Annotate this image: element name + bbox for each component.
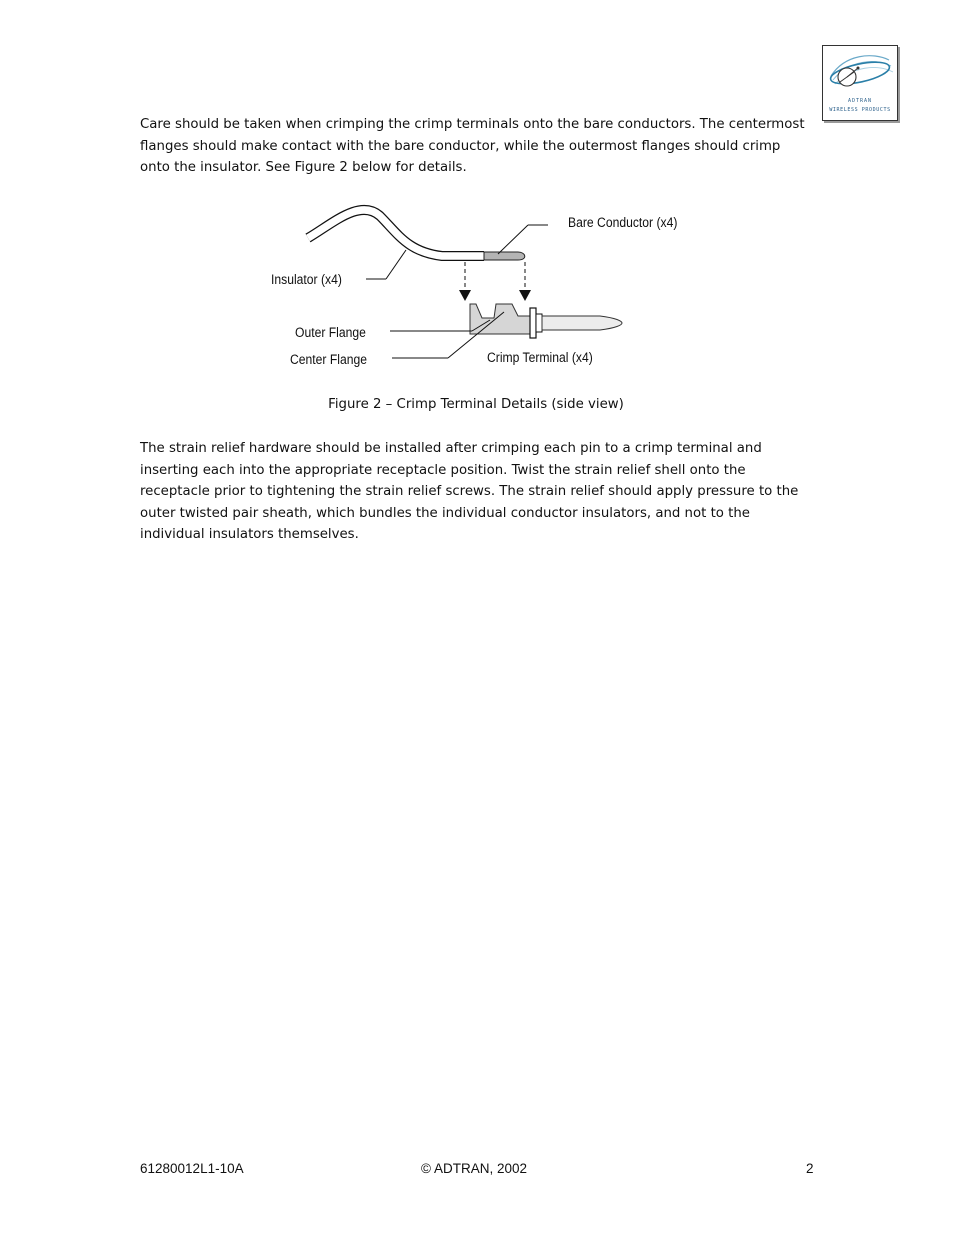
footer-page-number: 2 <box>806 1161 814 1176</box>
bare-conductor-label: Bare Conductor (x4) <box>568 215 678 230</box>
outer-flange-label: Outer Flange <box>295 325 366 340</box>
strain-relief-paragraph: The strain relief hardware should be installed after crimping each pin to a crimp terminal and inserting each into the appropriate receptacle position. Twist the strain relief shell onto the receptacle prior to tightening the strain relief screws. The strain relief should apply pressure to the outer twisted pair sheath, which bundles the individual conductor insulators, and not to the individual insulators themselves. <box>140 441 799 543</box>
crimp-terminal-label: Crimp Terminal (x4) <box>487 350 593 365</box>
crimp-terminal-figure <box>260 200 700 380</box>
insulator-label: Insulator (x4) <box>271 272 342 287</box>
center-flange-label: Center Flange <box>290 352 368 367</box>
intro-paragraph: Care should be taken when crimping the crimp terminals onto the bare conductors. The centermost flanges should make contact with the bare conductor, while the outermost flanges should crimp onto the insulator. See Figure 2 below for details. <box>140 117 805 176</box>
logo-division-name: WIRELESS PRODUCTS <box>829 107 891 113</box>
figure-caption: Figure 2 – Crimp Terminal Details (side view) <box>328 397 624 412</box>
logo-company-name: ADTRAN <box>847 98 873 104</box>
footer-copyright: © ADTRAN, 2002 <box>421 1161 527 1176</box>
adtran-logo <box>822 45 898 121</box>
footer-doc-number: 61280012L1-10A <box>140 1161 244 1176</box>
